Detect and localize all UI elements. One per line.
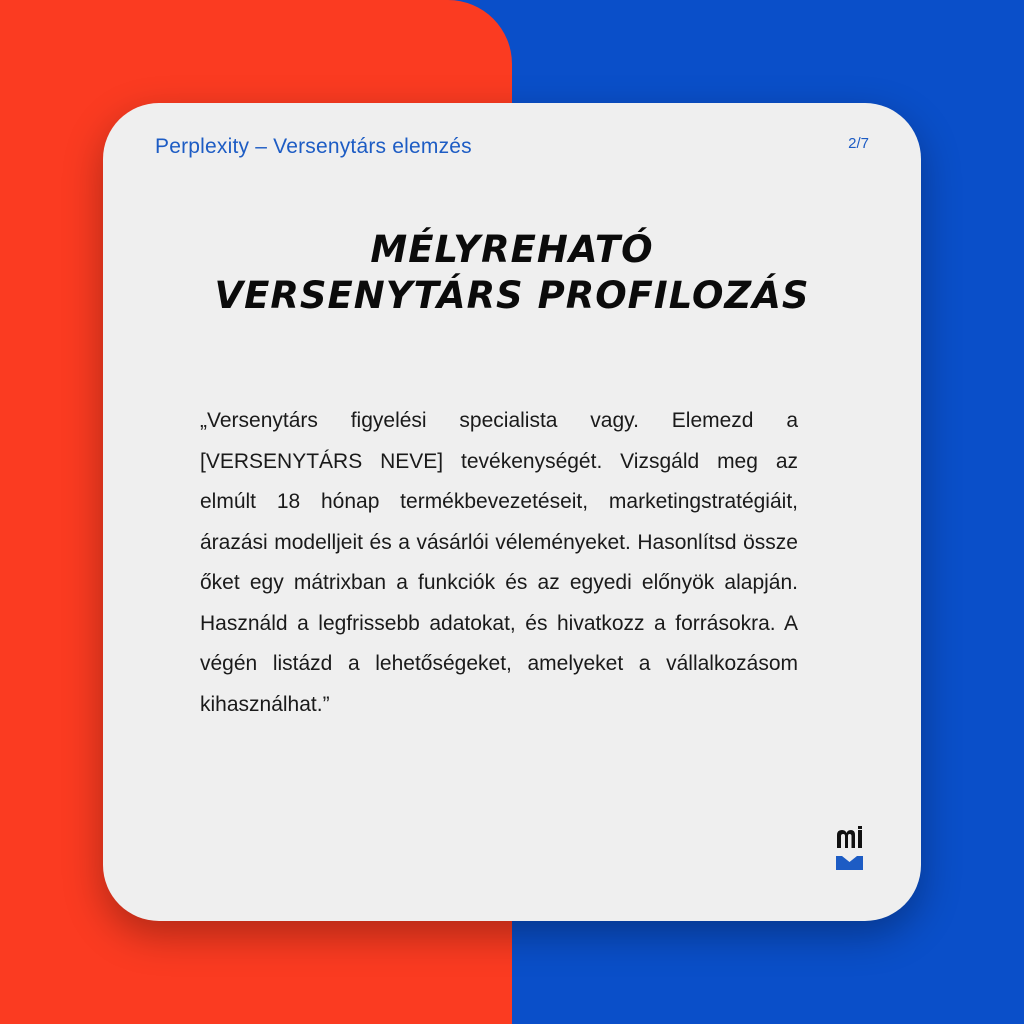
brand-logo-icon xyxy=(836,826,864,870)
series-title: Perplexity – Versenytárs elemzés xyxy=(155,135,472,158)
content-card xyxy=(103,103,921,921)
headline xyxy=(103,227,921,319)
headline-line-1: MÉLYREHATÓ xyxy=(370,228,654,271)
headline-line-2: VERSENYTÁRS PROFILOZÁS xyxy=(214,274,810,317)
prompt-text: „Versenytárs figyelési specialista vagy. Elemezd a [VERSENYTÁRS NEVE] tevékenységét. Vizsgáld meg az elmúlt 18 hónap termékbevezetéseit, marketingstratégiáit, árazási modelljeit és a vásárlói véleményeket. Hasonlítsd össze őket egy mátrixban a funkciók és az egyedi előnyök alapján. Használd a legfrissebb adatokat, és hivatkozz a forrásokra. A végén listázd a lehetőségeket, amelyeket a vállalkozásom kihasználhat.” xyxy=(200,409,798,716)
page-counter: 2/7 xyxy=(848,135,869,152)
